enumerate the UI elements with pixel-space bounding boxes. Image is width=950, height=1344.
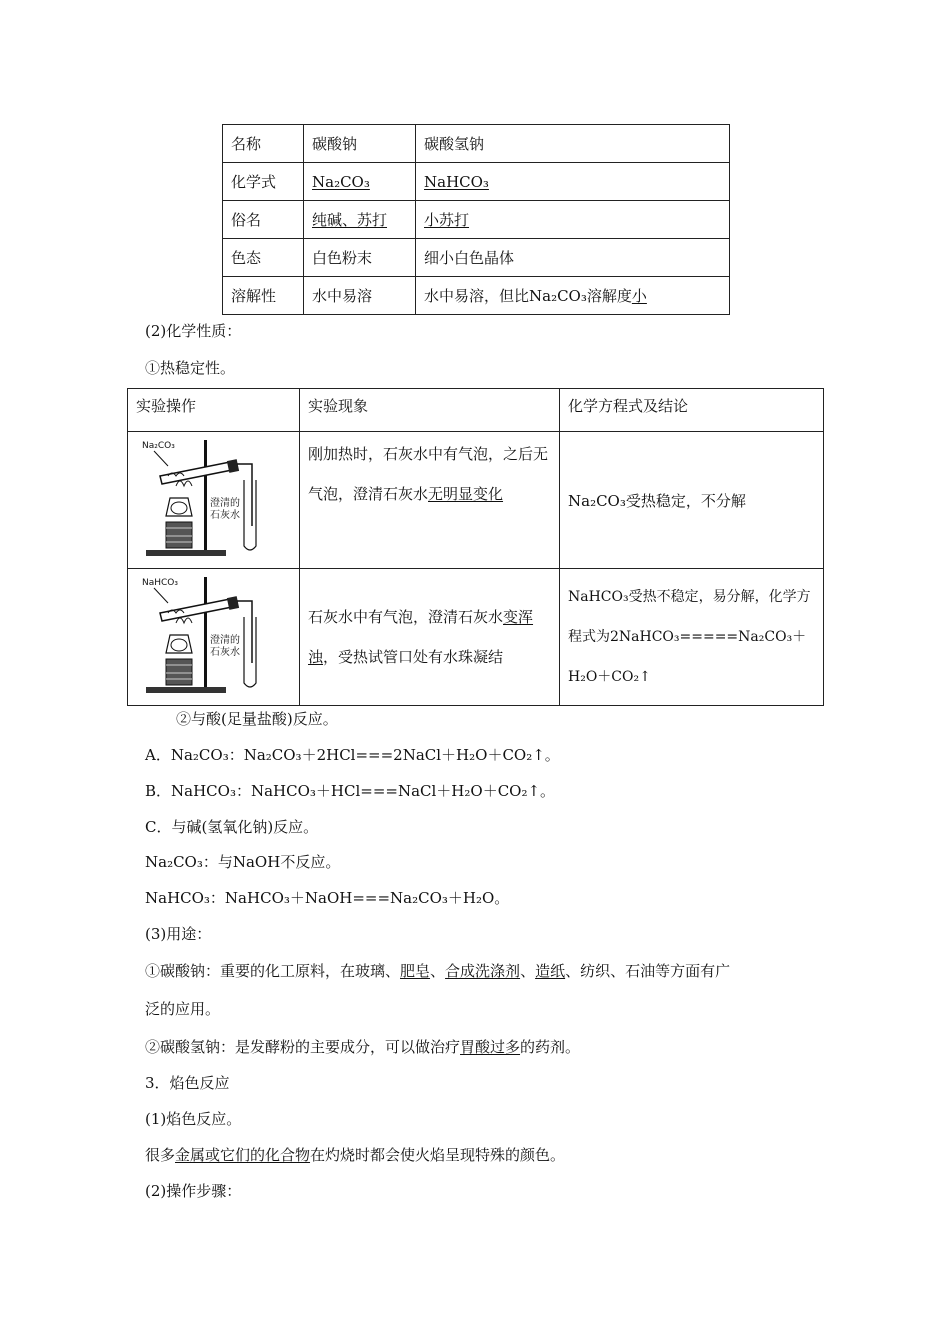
text-line: Na₂CO₃：与NaOH不反应。	[145, 853, 341, 871]
table-cell: 溶解性	[223, 277, 304, 315]
table-cell	[416, 201, 730, 239]
table-row	[128, 569, 824, 706]
table-cell: 白色粉末	[304, 239, 416, 277]
answer-blank: 合成洗涤剂	[445, 962, 521, 980]
table-cell	[416, 163, 730, 201]
table-header-row	[128, 389, 824, 432]
table-cell: 碳酸钠	[304, 125, 416, 163]
text-line: 泛的应用。	[145, 1000, 221, 1018]
table-cell: 水中易溶，但比Na₂CO₃溶解度小	[416, 277, 730, 315]
equation-line: NaHCO₃：NaHCO₃＋NaOH===Na₂CO₃＋H₂O。	[145, 889, 510, 907]
table-cell: 色态	[223, 239, 304, 277]
table-row	[128, 432, 824, 569]
apparatus-cell	[128, 569, 300, 706]
heating-apparatus-diagram	[140, 436, 260, 562]
water-label: 石灰水	[210, 647, 240, 658]
table-row	[223, 277, 730, 315]
sample-label: NaHCO₃	[142, 578, 178, 588]
text-line: C．与碱(氢氧化钠)反应。	[145, 818, 319, 836]
answer-blank: 变浑浊	[308, 608, 534, 666]
phenomenon-cell: 石灰水中有气泡，澄清石灰水变浑浊，受热试管口处有水珠凝结	[300, 569, 560, 706]
conclusion-cell: Na₂CO₃受热稳定，不分解	[560, 432, 824, 569]
equation-line: A．Na₂CO₃：Na₂CO₃＋2HCl===2NaCl＋H₂O＋CO₂↑。	[145, 746, 560, 764]
table-cell: 化学方程式及结论	[560, 389, 824, 432]
sample-label: Na₂CO₃	[142, 441, 175, 451]
section-heading: (3)用途：	[145, 925, 212, 943]
table-cell: 化学式	[223, 163, 304, 201]
equation-line: B．NaHCO₃：NaHCO₃＋HCl===NaCl＋H₂O＋CO₂↑。	[145, 782, 556, 800]
table-row	[223, 239, 730, 277]
table-row	[223, 163, 730, 201]
answer-blank: 胃酸过多	[460, 1038, 521, 1056]
conclusion-cell: NaHCO₃受热不稳定，易分解，化学方程式为2NaHCO₃=====Na₂CO₃＋H₂O＋CO₂↑	[560, 569, 824, 706]
water-label: 石灰水	[210, 510, 240, 521]
section-heading: ②与酸(足量盐酸)反应。	[176, 710, 338, 728]
answer-blank: 金属或它们的化合物	[175, 1146, 311, 1164]
text-line: 很多金属或它们的化合物在灼烧时都会使火焰呈现特殊的颜色。	[145, 1146, 566, 1164]
section-heading: (2)操作步骤：	[145, 1182, 242, 1200]
answer-blank: 小苏打	[424, 211, 470, 229]
answer-blank: 造纸	[535, 962, 566, 980]
table-cell: 细小白色晶体	[416, 239, 730, 277]
properties-table	[222, 124, 730, 315]
water-label: 澄清的	[210, 498, 240, 509]
phenomenon-cell: 刚加热时，石灰水中有气泡，之后无气泡，澄清石灰水无明显变化	[300, 432, 560, 569]
answer-blank: 肥皂	[400, 962, 431, 980]
table-cell	[304, 201, 416, 239]
table-cell: 碳酸氢钠	[416, 125, 730, 163]
table-cell: 俗名	[223, 201, 304, 239]
answer-blank: 无明显变化	[428, 485, 504, 503]
apparatus-cell	[128, 432, 300, 569]
table-cell: 实验操作	[128, 389, 300, 432]
answer-blank: 纯碱、苏打	[312, 211, 388, 229]
text-line: ②碳酸氢钠：是发酵粉的主要成分，可以做治疗胃酸过多的药剂。	[145, 1038, 581, 1056]
section-heading: 3．焰色反应	[145, 1074, 230, 1092]
experiment-table	[127, 388, 824, 706]
table-header-row	[223, 125, 730, 163]
section-heading: (1)焰色反应。	[145, 1110, 242, 1128]
answer-blank: 小	[631, 287, 647, 305]
table-row	[223, 201, 730, 239]
table-cell	[304, 163, 416, 201]
section-heading: ①热稳定性。	[145, 359, 236, 377]
water-label: 澄清的	[210, 635, 240, 646]
table-cell: 名称	[223, 125, 304, 163]
table-cell: 水中易溶	[304, 277, 416, 315]
table-cell: 实验现象	[300, 389, 560, 432]
text-line: ①碳酸钠：重要的化工原料，在玻璃、肥皂、合成洗涤剂、造纸、纺织、石油等方面有广	[145, 962, 731, 980]
section-heading: (2)化学性质：	[145, 322, 242, 340]
answer-blank: Na₂CO₃	[312, 172, 370, 191]
answer-blank: NaHCO₃	[424, 172, 489, 191]
heating-apparatus-diagram	[140, 573, 260, 699]
